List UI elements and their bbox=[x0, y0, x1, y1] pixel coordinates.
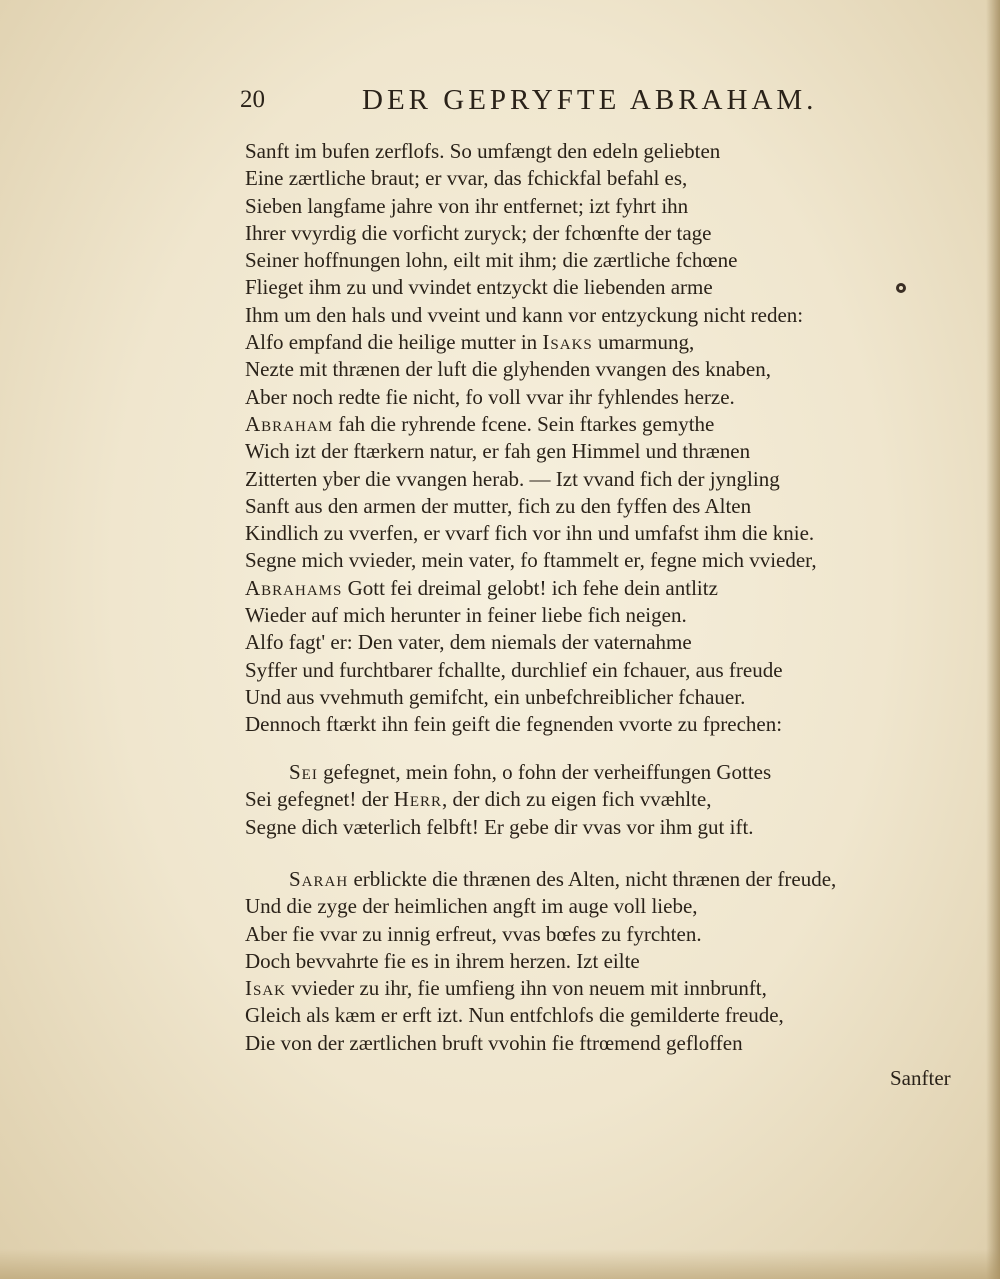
verse-line: Und aus vvehmuth gemifcht, ein unbefchreiblicher fchauer. bbox=[245, 684, 746, 709]
verse-line: Doch bevvahrte fie es in ihrem herzen. Izt eilte bbox=[245, 948, 640, 973]
verse-line: Kindlich zu vverfen, er vvarf fich vor ihn und umfafst ihm die knie. bbox=[245, 521, 815, 546]
verse-line: Sanft aus den armen der mutter, fich zu den fyffen des Alten bbox=[245, 493, 752, 518]
verse-line: Ihrer vvyrdig die vorficht zuryck; der fchœnfte der tage bbox=[245, 220, 712, 245]
verse-line: Eine zærtliche braut; er vvar, das fchickfal befahl es, bbox=[245, 166, 688, 191]
verse-line: Ihm um den hals und vveint und kann vor entzyckung nicht reden: bbox=[245, 302, 804, 327]
verse-line: Alfo empfand die heilige mutter in Isaks umarmung, bbox=[245, 330, 695, 355]
verse-line: Sei gefegnet! der Herr, der dich zu eigen fich vvæhlte, bbox=[245, 787, 712, 812]
verse-line: Gleich als kæm er erft izt. Nun entfchlofs die gemilderte freude, bbox=[245, 1003, 784, 1028]
verse-block-3 bbox=[245, 866, 935, 1057]
verse-line: Abrahams Gott fei dreimal gelobt! ich fehe dein antlitz bbox=[245, 575, 718, 600]
running-title: DER GEPRYFTE ABRAHAM. bbox=[362, 84, 818, 116]
verse-line: Aber fie vvar zu innig erfreut, vvas bœfes zu fyrchten. bbox=[245, 921, 702, 946]
verse-line: Sanft im bufen zerflofs. So umfængt den edeln geliebten bbox=[245, 139, 721, 163]
verse-line: Zitterten yber die vvangen herab. — Izt vvand fich der jyngling bbox=[245, 466, 780, 491]
verse-line: Und die zyge der heimlichen angft im auge voll liebe, bbox=[245, 894, 698, 919]
verse-line: Die von der zærtlichen bruft vvohin fie ftrœmend gefloffen bbox=[245, 1030, 743, 1055]
verse-line: Sarah erblickte die thrænen des Alten, nicht thrænen der freude, bbox=[289, 867, 837, 891]
verse-line: Abraham fah die ryhrende fcene. Sein ftarkes gemythe bbox=[245, 411, 715, 436]
verse-line: Wieder auf mich herunter in feiner liebe fich neigen. bbox=[245, 603, 687, 628]
verse-line: Segne dich væterlich felbft! Er gebe dir vvas vor ihm gut ift. bbox=[245, 814, 754, 839]
verse-line: Dennoch ftærkt ihn fein geift die fegnenden vvorte zu fprechen: bbox=[245, 712, 783, 737]
page-number: 20 bbox=[240, 86, 265, 113]
verse-line: Segne mich vvieder, mein vater, fo ftammelt er, fegne mich vvieder, bbox=[245, 548, 817, 573]
verse-line: Wich izt der ftærkern natur, er fah gen Himmel und thrænen bbox=[245, 439, 751, 464]
verse-line: Isak vvieder zu ihr, fie umfieng ihn von neuem mit innbrunft, bbox=[245, 976, 767, 1001]
verse-line: Nezte mit thrænen der luft die glyhenden vvangen des knaben, bbox=[245, 357, 772, 382]
verse-block-2 bbox=[245, 759, 935, 841]
page-edge-shadow bbox=[986, 0, 1000, 1279]
verse-line: Aber noch redte fie nicht, fo voll vvar ihr fyhlendes herze. bbox=[245, 384, 735, 409]
catchword: Sanfter bbox=[890, 1066, 951, 1090]
verse-line: Flieget ihm zu und vvindet entzyckt die liebenden arme bbox=[245, 275, 713, 300]
verse-line: Alfo fagt' er: Den vater, dem niemals der vaternahme bbox=[245, 630, 692, 655]
verse-line: Syffer und furchtbarer fchallte, durchlief ein fchauer, aus freude bbox=[245, 657, 783, 682]
verse-line: Sei gefegnet, mein fohn, o fohn der verheiffungen Gottes bbox=[289, 760, 772, 784]
verse-line: Seiner hoffnungen lohn, eilt mit ihm; die zærtliche fchœne bbox=[245, 248, 738, 273]
verse-line: Sieben langfame jahre von ihr entfernet; izt fyhrt ihn bbox=[245, 193, 689, 218]
verse-block-1 bbox=[245, 138, 935, 739]
page-bottom-shadow bbox=[0, 1249, 1000, 1279]
page-header bbox=[240, 84, 840, 124]
